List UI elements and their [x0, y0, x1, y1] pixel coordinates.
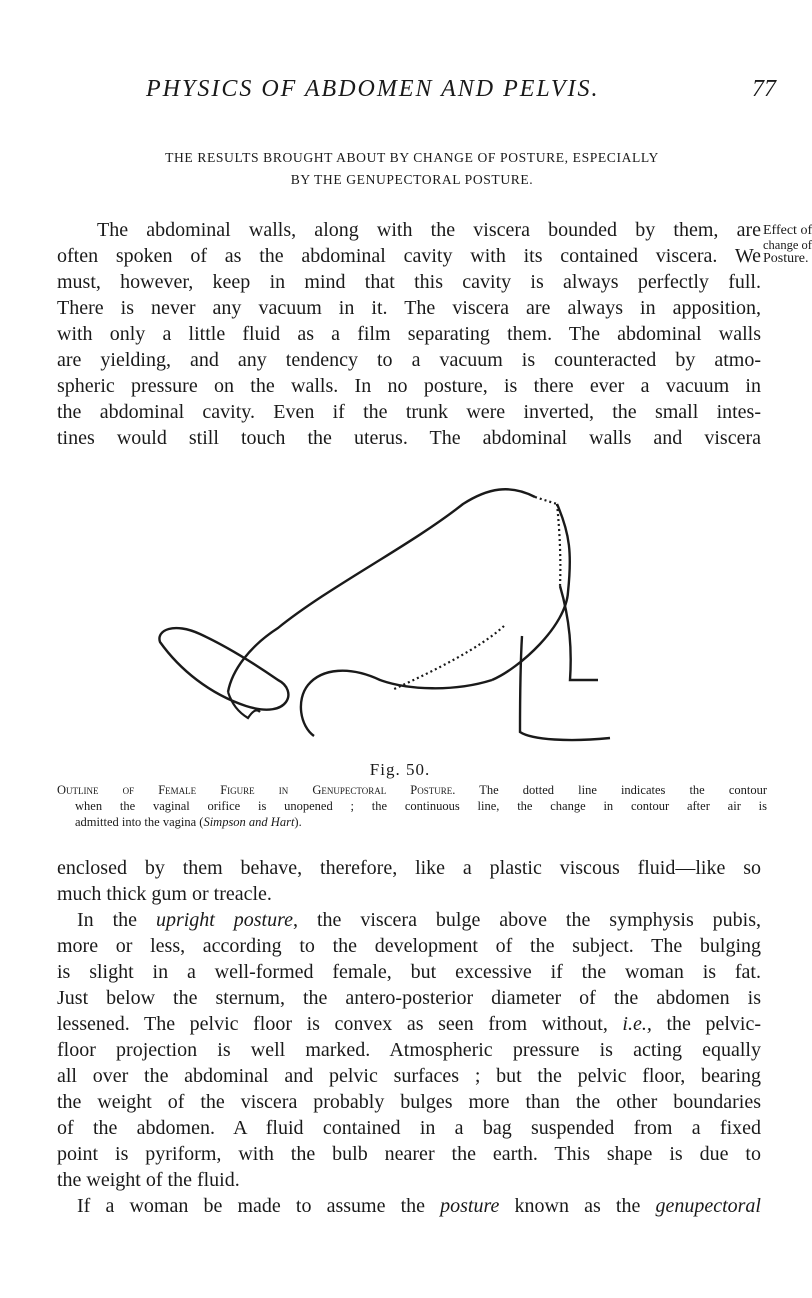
figure-caption-line-2: when the vaginal orifice is unopened ; the continuous line, the change in contour after air is [75, 799, 767, 813]
marginal-note-line: change of [763, 238, 812, 252]
text-line: The abdominal walls, along with the viscera bounded by them, are [97, 219, 761, 241]
running-title: PHYSICS OF ABDOMEN AND PELVIS. [146, 76, 600, 102]
figure-label: Fig. 50. [369, 760, 431, 779]
text-line: is slight in a well-formed female, but excessive if the woman is fat. [57, 961, 761, 983]
figure-caption-text: admitted into the vagina ( [75, 815, 204, 829]
emphasis: posture [440, 1195, 500, 1217]
figure-caption-line-3 [75, 814, 785, 830]
paragraph-4 [77, 1193, 761, 1219]
dotted-contour-top [535, 497, 557, 504]
continuous-contour-back [228, 489, 535, 692]
text-line: the weight of the viscera probably bulges more than the other boundaries [57, 1091, 761, 1113]
text-line: tines would still touch the uterus. The abdominal walls and viscera [57, 427, 761, 449]
text-span: lessened. The pelvic floor is convex as seen from without, [57, 1013, 608, 1035]
text-line: floor projection is well marked. Atmospheric pressure is acting equally [57, 1039, 761, 1061]
text-line: of the abdomen. A fluid contained in a bag suspended from a fixed [57, 1117, 761, 1139]
text-span: the pelvic- [651, 1013, 761, 1035]
dotted-contour-side [557, 504, 560, 586]
text-line: are yielding, and any tendency to a vacuum is counteracted by atmo- [57, 349, 761, 371]
marginal-note-line: Effect of [763, 223, 812, 238]
text-line [57, 1011, 761, 1037]
marginal-note-line: Posture. [763, 251, 809, 266]
arm-contour [159, 628, 288, 710]
text-span: , the viscera bulge above the symphysis pubis, [293, 909, 762, 931]
text-line: much thick gum or treacle. [57, 883, 272, 905]
text-line: Just below the sternum, the antero-posterior diameter of the abdomen is [57, 987, 761, 1009]
page-number: 77 [752, 76, 776, 102]
text-line: often spoken of as the abdominal cavity with its contained viscera. We [57, 245, 761, 267]
text-line: point is pyriform, with the bulb nearer the earth. This shape is due to [57, 1143, 761, 1165]
text-line: more or less, according to the development of the subject. The bulging [57, 935, 761, 957]
text-line: enclosed by them behave, therefore, like a plastic viscous fluid—like so [57, 857, 761, 879]
figure-caption-title: Outline of Female Figure in Genupectoral Posture. [57, 783, 456, 797]
abdomen-contour [301, 671, 492, 736]
text-line: must, however, keep in mind that this cavity is always perfectly full. [57, 271, 761, 293]
text-line [77, 907, 761, 933]
figure-caption-line-1 [57, 782, 767, 798]
figure-caption-text: ). [294, 815, 302, 829]
figure-caption-text: The dotted line indicates the contour [479, 783, 768, 797]
emphasis: i.e., [622, 1013, 652, 1035]
emphasis: genupectoral [655, 1195, 761, 1217]
text-line: There is never any vacuum in it. The viscera are always in apposition, [57, 297, 761, 319]
text-line: the abdominal cavity. Even if the trunk were inverted, the small intes- [57, 401, 761, 423]
text-line: all over the abdominal and pelvic surfaces ; but the pelvic floor, bearing [57, 1065, 761, 1087]
emphasis: upright posture [155, 909, 294, 931]
section-heading-line-2: BY THE GENUPECTORAL POSTURE. [290, 172, 534, 187]
figure-caption-source: Simpson and Hart [203, 815, 295, 829]
text-line: with only a little fluid as a film separating them. The abdominal walls [57, 323, 761, 345]
text-line: the weight of the fluid. [57, 1169, 240, 1191]
text-span: If a woman be made to assume the [77, 1195, 441, 1217]
running-head [0, 76, 800, 106]
section-heading-line-1: THE RESULTS BROUGHT ABOUT BY CHANGE OF POSTURE, ESPECIALLY [165, 150, 659, 165]
text-span: In the [77, 909, 156, 931]
figure-genupectoral-outline [140, 480, 620, 750]
text-span: known as the [499, 1195, 656, 1217]
text-line: spheric pressure on the walls. In no posture, is there ever a vacuum in [57, 375, 761, 397]
